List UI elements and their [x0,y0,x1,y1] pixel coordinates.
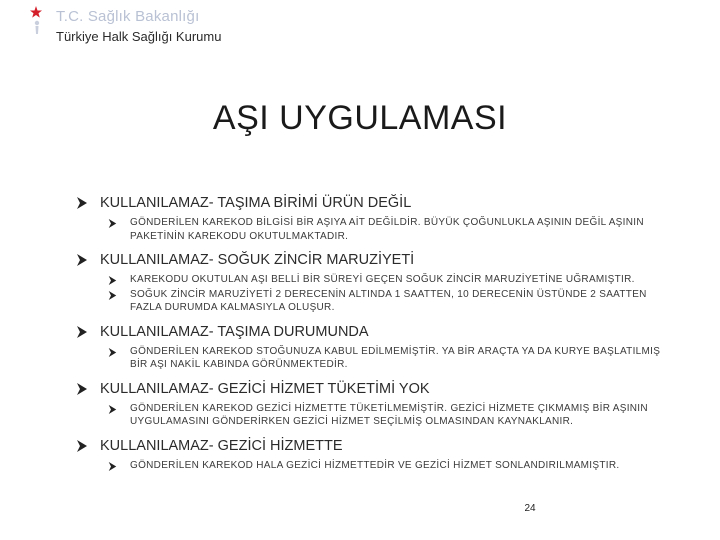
sub-list [108,216,676,243]
item-label: KULLANILAMAZ- GEZİCİ HİZMET TÜKETİMİ YOK [100,380,430,397]
sub-item-text: GÖNDERİLEN KAREKOD GEZİCİ HİZMETTE TÜKETİLMEMİŞTİR. GEZİCİ HİZMETE ÇIKMAMIŞ BİR AŞININ UYGULAMASINI GÖNDERİRKEN GEZİCİ HİZMET SEÇİLMİŞ OLMASINDAN KAYNAKLANIR. [130,402,648,427]
sub-item-text: KAREKODU OKUTULAN AŞI BELLİ BİR SÜREYİ GEÇEN SOĞUK ZİNCİR MARUZİYETİNE UĞRAMIŞTIR. [130,274,635,285]
arrowhead-bullet-icon [76,253,88,267]
org-subtitle: Türkiye Halk Sağlığı Kurumu [56,29,222,44]
list-item [76,437,676,455]
arrowhead-bullet-icon [76,196,88,210]
list-item [76,251,676,269]
arrowhead-bullet-icon [108,404,117,415]
arrowhead-bullet-icon [108,290,117,301]
arrowhead-bullet-icon [76,439,88,453]
arrowhead-bullet-icon [108,275,117,286]
arrowhead-bullet-icon [76,382,88,396]
sub-item-text: GÖNDERİLEN KAREKOD BİLGİSİ BİR AŞIYA AİT DEĞİLDİR. BÜYÜK ÇOĞUNLUKLA AŞININ DEĞİL AŞININ PAKETİNİN KAREKODU OKUTULMAKTADIR. [130,217,644,242]
sub-list [108,273,676,315]
sub-item-text: GÖNDERİLEN KAREKOD STOĞUNUZA KABUL EDİLMEMİŞTİR. YA BİR ARAÇTA YA DA KURYE BAŞLATILMIŞ BİR AŞI NAKİL KABINDA GÖRÜNMEKTEDİR. [130,345,661,370]
org-name: T.C. Sağlık Bakanlığı [56,8,200,25]
sub-item-text: GÖNDERİLEN KAREKOD HALA GEZİCİ HİZMETTEDİR VE GEZİCİ HİZMET SONLANDIRILMAMIŞTIR. [130,459,620,471]
list-item [76,323,676,341]
sub-list-item [108,273,676,287]
page-title: AŞI UYGULAMASI [212,98,508,137]
bullet-list [76,194,676,480]
sub-list-item [108,459,676,473]
sub-list-item [108,288,676,315]
sub-list-item [108,402,676,429]
arrowhead-bullet-icon [108,347,117,358]
item-label: KULLANILAMAZ- TAŞIMA BİRİMİ ÜRÜN DEĞİL [100,195,412,211]
arrowhead-bullet-icon [108,461,117,472]
arrowhead-bullet-icon [108,218,117,229]
list-item [76,194,676,212]
sub-item-text: SOĞUK ZİNCİR MARUZİYETİ 2 DERECENİN ALTINDA 1 SAATTEN, 10 DERECENİN ÜSTÜNDE 2 SAATTEN FAZLA DURUMDA KALMASIYLA OLUŞUR. [130,288,647,313]
item-label: KULLANILAMAZ- TAŞIMA DURUMUNDA [100,323,369,340]
sub-list-item [108,345,676,372]
ministry-crescent-logo-icon [18,4,54,40]
list-item [76,380,676,398]
sub-list [108,345,676,372]
sub-list-item [108,216,676,243]
sub-list [108,459,676,473]
item-label: KULLANILAMAZ- SOĞUK ZİNCİR MARUZİYETİ [100,252,415,268]
item-label: KULLANILAMAZ- GEZİCİ HİZMETTE [100,437,343,454]
sub-list [108,402,676,429]
page-number: 24 [524,503,536,514]
arrowhead-bullet-icon [76,325,88,339]
